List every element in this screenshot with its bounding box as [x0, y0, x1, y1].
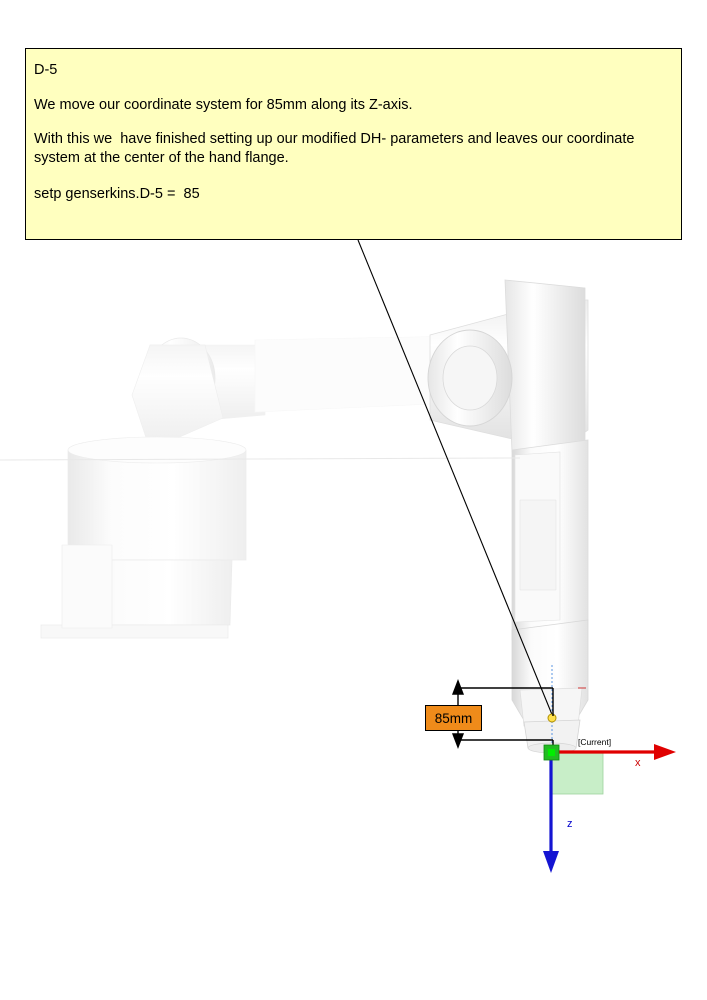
note-paragraph-2: With this we have finished setting up our modified DH- parameters and leaves our coordinate system at the center of the hand flange.: [34, 131, 639, 166]
main-arm: [428, 280, 588, 753]
axis-z-label: z: [567, 818, 573, 830]
annotation-note-box: [25, 48, 682, 240]
current-frame-label: [Current]: [578, 737, 612, 747]
note-command: setp genserkins.D-5 = 85: [34, 186, 200, 203]
note-paragraph-1: We move our coordinate system for 85mm along its Z-axis.: [34, 96, 413, 113]
coordinate-frame: [543, 744, 676, 873]
note-title: D-5: [34, 62, 58, 78]
axis-x-label: x: [635, 757, 641, 769]
dimension-label: 85mm: [425, 705, 482, 731]
